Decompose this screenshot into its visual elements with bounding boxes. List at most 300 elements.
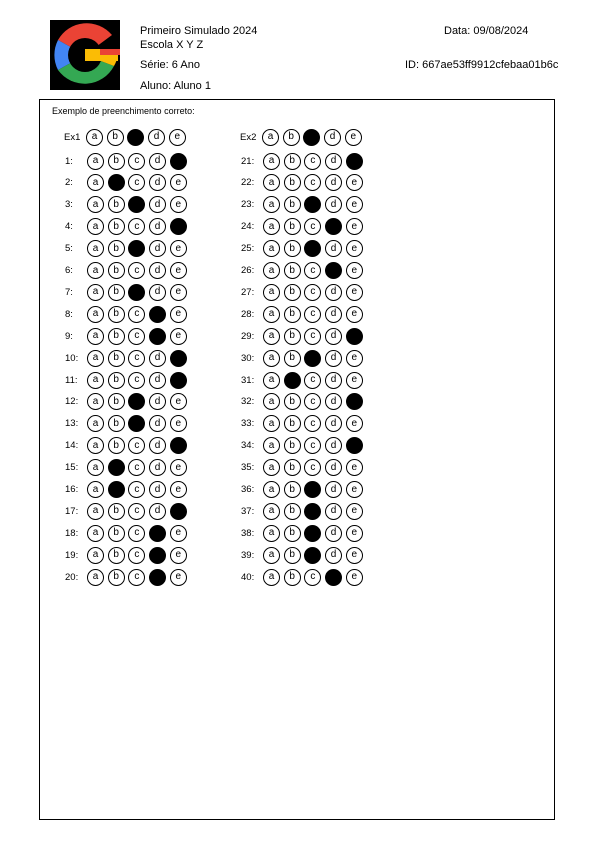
question-row <box>241 304 366 324</box>
question-row <box>65 304 190 324</box>
question-row <box>65 370 190 390</box>
answer-bubble-c[interactable]: c <box>128 481 145 498</box>
question-row <box>65 173 190 193</box>
answer-bubble-e[interactable]: e <box>346 503 363 520</box>
answer-bubble-a[interactable]: a <box>263 328 280 345</box>
question-label: 29: <box>241 330 255 342</box>
answer-bubble-a[interactable]: a <box>263 153 280 170</box>
answer-bubble-d[interactable]: d <box>149 393 166 410</box>
answer-bubble-c[interactable]: c <box>304 218 321 235</box>
question-label: 13: <box>65 418 79 430</box>
answer-bubble-e[interactable] <box>170 372 187 389</box>
answer-bubble-e[interactable]: e <box>346 481 363 498</box>
question-row <box>65 501 190 521</box>
google-g-logo-icon <box>50 20 120 90</box>
question-row <box>65 567 190 587</box>
question-row <box>65 195 190 215</box>
question-label: 23: <box>241 199 255 211</box>
answer-bubble-c[interactable] <box>128 415 145 432</box>
answer-bubble-d[interactable]: d <box>149 262 166 279</box>
answer-bubble-e[interactable] <box>170 350 187 367</box>
question-label: 11: <box>65 374 78 386</box>
answer-bubble-e[interactable] <box>346 437 363 454</box>
answer-bubble-d: d <box>324 129 341 146</box>
question-label: 31: <box>241 374 255 386</box>
question-row <box>241 217 366 237</box>
answer-bubble-d[interactable]: d <box>149 174 166 191</box>
answer-bubble-c[interactable] <box>128 393 145 410</box>
answer-bubble-b[interactable]: b <box>108 415 125 432</box>
answer-bubble-a[interactable]: a <box>263 262 280 279</box>
question-row <box>241 239 366 259</box>
question-label: 34: <box>241 440 255 452</box>
question-row <box>241 458 366 478</box>
answer-bubble-e[interactable]: e <box>346 350 363 367</box>
answer-bubble-e[interactable] <box>170 153 187 170</box>
answer-bubble-a[interactable]: a <box>263 350 280 367</box>
answer-bubble-e[interactable]: e <box>170 481 187 498</box>
answer-bubble-b[interactable]: b <box>108 393 125 410</box>
answer-bubble-d[interactable]: d <box>325 284 342 301</box>
answer-bubble-c[interactable] <box>128 196 145 213</box>
answer-bubble-d[interactable] <box>149 306 166 323</box>
answer-bubble-d[interactable]: d <box>149 459 166 476</box>
answer-bubble-c[interactable] <box>304 196 321 213</box>
question-label: 19: <box>65 549 79 561</box>
answer-bubble-e[interactable]: e <box>170 569 187 586</box>
answer-bubble-a[interactable]: a <box>263 437 280 454</box>
question-row <box>65 282 190 302</box>
answer-bubble-d[interactable]: d <box>149 372 166 389</box>
answer-bubble-c[interactable]: c <box>128 547 145 564</box>
answer-bubble-b[interactable]: b <box>108 284 125 301</box>
answer-bubble-c[interactable] <box>304 503 321 520</box>
answer-bubble-a[interactable]: a <box>87 306 104 323</box>
answer-bubble-d[interactable] <box>325 218 342 235</box>
answer-bubble-c[interactable] <box>304 547 321 564</box>
answer-bubble-c[interactable]: c <box>304 393 321 410</box>
answer-bubble-e: e <box>345 129 362 146</box>
answer-bubble-d[interactable]: d <box>149 350 166 367</box>
answer-bubble-e[interactable]: e <box>346 284 363 301</box>
question-label: 21: <box>241 155 255 167</box>
answer-bubble-d[interactable]: d <box>149 153 166 170</box>
answer-bubble-b[interactable] <box>108 481 125 498</box>
answer-bubble-d: d <box>148 129 165 146</box>
answer-bubble-c[interactable]: c <box>304 174 321 191</box>
answer-bubble-c[interactable]: c <box>304 459 321 476</box>
answer-bubble-b[interactable]: b <box>108 350 125 367</box>
answer-bubble-e[interactable]: e <box>170 240 187 257</box>
question-row <box>241 326 366 346</box>
answer-bubble-a[interactable]: a <box>87 196 104 213</box>
answer-bubble-b[interactable] <box>108 459 125 476</box>
question-row <box>65 414 190 434</box>
answer-bubble-b[interactable]: b <box>108 328 125 345</box>
question-label: 40: <box>241 571 255 583</box>
answer-bubble-c[interactable]: c <box>304 284 321 301</box>
answer-bubble-a[interactable]: a <box>87 459 104 476</box>
answer-bubble-e[interactable]: e <box>170 547 187 564</box>
answer-bubble-e[interactable] <box>170 503 187 520</box>
answer-bubble-a[interactable]: a <box>87 372 104 389</box>
question-row <box>65 458 190 478</box>
answer-bubble-c[interactable]: c <box>304 415 321 432</box>
answer-bubble-c[interactable]: c <box>304 328 321 345</box>
answer-bubble-c[interactable]: c <box>128 569 145 586</box>
answer-bubble-a[interactable]: a <box>87 284 104 301</box>
question-label: 32: <box>241 396 255 408</box>
answer-bubble-e[interactable] <box>346 393 363 410</box>
answer-bubble-d[interactable]: d <box>325 196 342 213</box>
answer-bubble-b[interactable]: b <box>284 459 301 476</box>
answer-bubble-d[interactable]: d <box>149 218 166 235</box>
answer-bubble-d[interactable] <box>149 328 166 345</box>
question-row <box>241 370 366 390</box>
answer-bubble-d[interactable] <box>149 525 166 542</box>
answer-bubble-c[interactable]: c <box>304 153 321 170</box>
answer-bubble-d[interactable]: d <box>325 459 342 476</box>
question-label: 3: <box>65 199 73 211</box>
answer-bubble-c[interactable]: c <box>128 153 145 170</box>
answer-bubble-c[interactable]: c <box>128 459 145 476</box>
example-label: Ex1 <box>64 131 81 143</box>
answer-bubble-a[interactable]: a <box>263 240 280 257</box>
question-label: 33: <box>241 418 255 430</box>
answer-bubble-d[interactable]: d <box>149 415 166 432</box>
answer-bubble-a[interactable]: a <box>263 415 280 432</box>
question-label: 6: <box>65 265 73 276</box>
question-row <box>241 414 366 434</box>
answer-bubble-e[interactable] <box>346 153 363 170</box>
answer-bubble-e[interactable]: e <box>170 174 187 191</box>
answer-bubble-b[interactable]: b <box>284 262 301 279</box>
answer-bubble-d[interactable]: d <box>325 437 342 454</box>
answer-bubble-a[interactable]: a <box>87 218 104 235</box>
answer-bubble-c[interactable]: c <box>304 437 321 454</box>
question-label: 38: <box>241 527 255 539</box>
example-label: Ex2 <box>240 131 257 143</box>
answer-bubble-b[interactable]: b <box>284 481 301 498</box>
answer-bubble-b[interactable]: b <box>108 153 125 170</box>
answer-bubble-c[interactable] <box>304 240 321 257</box>
answer-bubble-e[interactable]: e <box>346 218 363 235</box>
answer-bubble-b[interactable] <box>108 174 125 191</box>
answer-bubble-b[interactable]: b <box>284 525 301 542</box>
question-row <box>65 436 190 456</box>
answer-bubble-b[interactable]: b <box>108 525 125 542</box>
question-row <box>241 523 366 543</box>
question-row <box>241 348 366 368</box>
answer-bubble-b[interactable]: b <box>284 218 301 235</box>
answer-bubble-e[interactable]: e <box>170 525 187 542</box>
answer-bubble-d[interactable] <box>149 547 166 564</box>
answer-bubble-b[interactable]: b <box>284 547 301 564</box>
answer-bubble-b[interactable]: b <box>108 569 125 586</box>
answer-bubble-a[interactable]: a <box>263 218 280 235</box>
question-label: 27: <box>241 286 255 298</box>
answer-bubble-a[interactable]: a <box>87 262 104 279</box>
example-label: Exemplo de preenchimento correto: <box>52 106 195 116</box>
answer-bubble-b: b <box>107 129 124 146</box>
answer-bubble-e[interactable]: e <box>170 393 187 410</box>
answer-bubble-a[interactable]: a <box>263 503 280 520</box>
answer-bubble-b[interactable]: b <box>284 284 301 301</box>
answer-bubble-a[interactable]: a <box>87 503 104 520</box>
question-row <box>65 151 190 171</box>
question-label: 39: <box>241 549 255 561</box>
question-label: 35: <box>241 462 255 474</box>
answer-bubble-b[interactable]: b <box>284 328 301 345</box>
question-label: 17: <box>65 505 79 517</box>
question-label: 10: <box>65 352 79 364</box>
example-row <box>240 127 365 147</box>
answer-bubble-b[interactable]: b <box>284 196 301 213</box>
answer-bubble-c <box>303 129 320 146</box>
answer-bubble-b[interactable]: b <box>284 174 301 191</box>
answer-bubble-b[interactable]: b <box>284 153 301 170</box>
answer-bubble-d[interactable]: d <box>149 196 166 213</box>
answer-bubble-c[interactable]: c <box>128 437 145 454</box>
answer-bubble-c[interactable]: c <box>128 306 145 323</box>
exam-date: Data: 09/08/2024 <box>444 25 529 37</box>
answer-bubble-b[interactable]: b <box>108 196 125 213</box>
answer-bubble-d[interactable] <box>325 262 342 279</box>
answer-bubble-e[interactable]: e <box>346 547 363 564</box>
answer-bubble-b[interactable]: b <box>108 306 125 323</box>
answer-bubble-e[interactable]: e <box>170 196 187 213</box>
school-name: Escola X Y Z <box>140 39 204 51</box>
question-label: 8: <box>65 308 73 320</box>
answer-bubble-e[interactable]: e <box>170 328 187 345</box>
question-label: 25: <box>241 243 255 255</box>
question-row <box>241 567 366 587</box>
question-label: 2: <box>65 177 73 189</box>
question-row <box>241 545 366 565</box>
answer-bubble-a[interactable]: a <box>87 153 104 170</box>
question-label: 1: <box>65 155 73 167</box>
answer-bubble-c[interactable]: c <box>304 569 321 586</box>
answer-bubble-d[interactable]: d <box>149 503 166 520</box>
answer-bubble-d[interactable]: d <box>325 503 342 520</box>
answer-bubble-a[interactable]: a <box>263 306 280 323</box>
answer-bubble-d[interactable]: d <box>325 174 342 191</box>
question-label: 18: <box>65 527 79 539</box>
answer-bubble-d[interactable] <box>149 569 166 586</box>
school-logo <box>50 20 120 90</box>
answer-bubble-d[interactable]: d <box>149 240 166 257</box>
answer-bubble-a[interactable]: a <box>87 350 104 367</box>
question-row <box>65 523 190 543</box>
answer-bubble-b[interactable]: b <box>284 306 301 323</box>
answer-bubble-c[interactable]: c <box>128 525 145 542</box>
answer-bubble-b[interactable]: b <box>108 437 125 454</box>
answer-bubble-e[interactable]: e <box>346 569 363 586</box>
question-label: 37: <box>241 505 255 517</box>
question-label: 30: <box>241 352 255 364</box>
example-row <box>64 127 189 147</box>
answer-bubble-c[interactable] <box>128 240 145 257</box>
answer-bubble-d[interactable]: d <box>325 153 342 170</box>
question-label: 36: <box>241 484 255 495</box>
question-row <box>65 480 190 500</box>
question-row <box>65 261 190 281</box>
answer-bubble-e[interactable]: e <box>346 262 363 279</box>
answer-bubble-a[interactable]: a <box>87 328 104 345</box>
question-row <box>65 217 190 237</box>
answer-bubble-e: e <box>169 129 186 146</box>
answer-bubble-b[interactable]: b <box>284 415 301 432</box>
answer-bubble-c[interactable] <box>304 481 321 498</box>
answer-bubble-b[interactable]: b <box>284 437 301 454</box>
answer-bubble-a: a <box>86 129 103 146</box>
student-grade: Série: 6 Ano <box>140 59 200 71</box>
answer-bubble-e[interactable]: e <box>346 525 363 542</box>
answer-bubble-a[interactable]: a <box>263 569 280 586</box>
answer-bubble-a[interactable]: a <box>263 459 280 476</box>
answer-bubble-a[interactable]: a <box>87 547 104 564</box>
answer-bubble-a[interactable]: a <box>263 547 280 564</box>
answer-bubble-b[interactable] <box>284 372 301 389</box>
answer-bubble-a[interactable]: a <box>87 481 104 498</box>
question-label: 14: <box>65 440 79 452</box>
question-row <box>65 326 190 346</box>
answer-bubble-e[interactable]: e <box>170 262 187 279</box>
question-row <box>241 151 366 171</box>
answer-bubble-e[interactable]: e <box>346 459 363 476</box>
answer-bubble-d[interactable]: d <box>325 547 342 564</box>
answer-bubble-d[interactable]: d <box>149 437 166 454</box>
answer-bubble-b[interactable]: b <box>108 262 125 279</box>
answer-bubble-a[interactable]: a <box>87 569 104 586</box>
answer-bubble-b[interactable]: b <box>284 350 301 367</box>
question-row <box>241 282 366 302</box>
answer-bubble-c[interactable]: c <box>128 262 145 279</box>
question-row <box>241 261 366 281</box>
question-row <box>65 392 190 412</box>
answer-bubble-a[interactable]: a <box>87 393 104 410</box>
answer-bubble-e[interactable]: e <box>346 415 363 432</box>
answer-bubble-e[interactable]: e <box>346 240 363 257</box>
answer-bubble-a[interactable]: a <box>87 174 104 191</box>
answer-bubble-e[interactable]: e <box>170 415 187 432</box>
question-label: 12: <box>65 396 79 408</box>
question-label: 15: <box>65 462 79 474</box>
answer-bubble-e[interactable]: e <box>346 372 363 389</box>
question-label: 16: <box>65 484 79 495</box>
question-label: 26: <box>241 265 255 276</box>
answer-bubble-e[interactable] <box>170 218 187 235</box>
exam-id: ID: 667ae53ff9912cfebaa01b6c <box>405 59 559 71</box>
question-row <box>65 239 190 259</box>
question-label: 9: <box>65 330 73 342</box>
question-row <box>241 173 366 193</box>
answer-bubble-c[interactable] <box>128 284 145 301</box>
answer-bubble-c[interactable]: c <box>128 350 145 367</box>
answer-bubble-b[interactable]: b <box>108 240 125 257</box>
question-label: 4: <box>65 221 73 233</box>
question-row <box>65 545 190 565</box>
question-row <box>241 195 366 215</box>
answer-bubble-a[interactable]: a <box>263 481 280 498</box>
answer-bubble-c[interactable]: c <box>128 503 145 520</box>
answer-bubble-e[interactable]: e <box>170 459 187 476</box>
answer-bubble-c[interactable]: c <box>128 372 145 389</box>
answer-bubble-b[interactable]: b <box>108 372 125 389</box>
question-label: 5: <box>65 243 73 255</box>
answer-bubble-a[interactable]: a <box>263 525 280 542</box>
question-label: 22: <box>241 177 255 189</box>
answer-bubble-c[interactable]: c <box>304 306 321 323</box>
answer-bubble-d[interactable]: d <box>325 240 342 257</box>
answer-bubble-a: a <box>262 129 279 146</box>
answer-bubble-d[interactable]: d <box>325 306 342 323</box>
answer-bubble-b[interactable]: b <box>284 503 301 520</box>
answer-bubble-a[interactable]: a <box>263 393 280 410</box>
answer-bubble-b[interactable]: b <box>108 218 125 235</box>
question-row <box>241 392 366 412</box>
answer-bubble-d[interactable]: d <box>325 393 342 410</box>
answer-bubble-b[interactable]: b <box>284 569 301 586</box>
exam-title: Primeiro Simulado 2024 <box>140 25 258 37</box>
answer-bubble-a[interactable]: a <box>87 240 104 257</box>
answer-bubble-d[interactable]: d <box>149 284 166 301</box>
question-label: 20: <box>65 571 79 583</box>
answer-bubble-c[interactable]: c <box>128 218 145 235</box>
question-label: 28: <box>241 308 255 320</box>
answer-bubble-c[interactable]: c <box>128 328 145 345</box>
answer-bubble-d[interactable]: d <box>325 372 342 389</box>
answer-bubble-e[interactable]: e <box>346 306 363 323</box>
answer-bubble-e[interactable]: e <box>346 196 363 213</box>
answer-bubble-a[interactable]: a <box>87 437 104 454</box>
answer-bubble-b[interactable]: b <box>108 503 125 520</box>
answer-bubble-d[interactable]: d <box>149 481 166 498</box>
answer-bubble-d[interactable]: d <box>325 350 342 367</box>
answer-bubble-e[interactable]: e <box>170 306 187 323</box>
answer-bubble-e[interactable] <box>346 328 363 345</box>
answer-bubble-e[interactable]: e <box>346 174 363 191</box>
answer-bubble-c[interactable]: c <box>304 372 321 389</box>
answer-bubble-b[interactable]: b <box>108 547 125 564</box>
answer-bubble-b: b <box>283 129 300 146</box>
answer-bubble-e[interactable] <box>170 437 187 454</box>
answer-bubble-a[interactable]: a <box>87 415 104 432</box>
question-row <box>65 348 190 368</box>
answer-bubble-c[interactable]: c <box>128 174 145 191</box>
answer-bubble-c[interactable]: c <box>304 262 321 279</box>
answer-bubble-a[interactable]: a <box>263 196 280 213</box>
question-row <box>241 436 366 456</box>
answer-bubble-e[interactable]: e <box>170 284 187 301</box>
answer-bubble-a[interactable]: a <box>263 372 280 389</box>
answer-bubble-d[interactable]: d <box>325 525 342 542</box>
answer-bubble-a[interactable]: a <box>263 284 280 301</box>
question-label: 7: <box>65 286 73 298</box>
answer-bubble-b[interactable]: b <box>284 393 301 410</box>
answer-bubble-c[interactable] <box>304 525 321 542</box>
answer-bubble-b[interactable]: b <box>284 240 301 257</box>
answer-bubble-d[interactable] <box>325 569 342 586</box>
answer-bubble-c <box>127 129 144 146</box>
question-row <box>241 480 366 500</box>
answer-bubble-d[interactable]: d <box>325 328 342 345</box>
answer-bubble-d[interactable]: d <box>325 481 342 498</box>
answer-bubble-d[interactable]: d <box>325 415 342 432</box>
answer-bubble-c[interactable] <box>304 350 321 367</box>
answer-bubble-a[interactable]: a <box>263 174 280 191</box>
answer-bubble-a[interactable]: a <box>87 525 104 542</box>
